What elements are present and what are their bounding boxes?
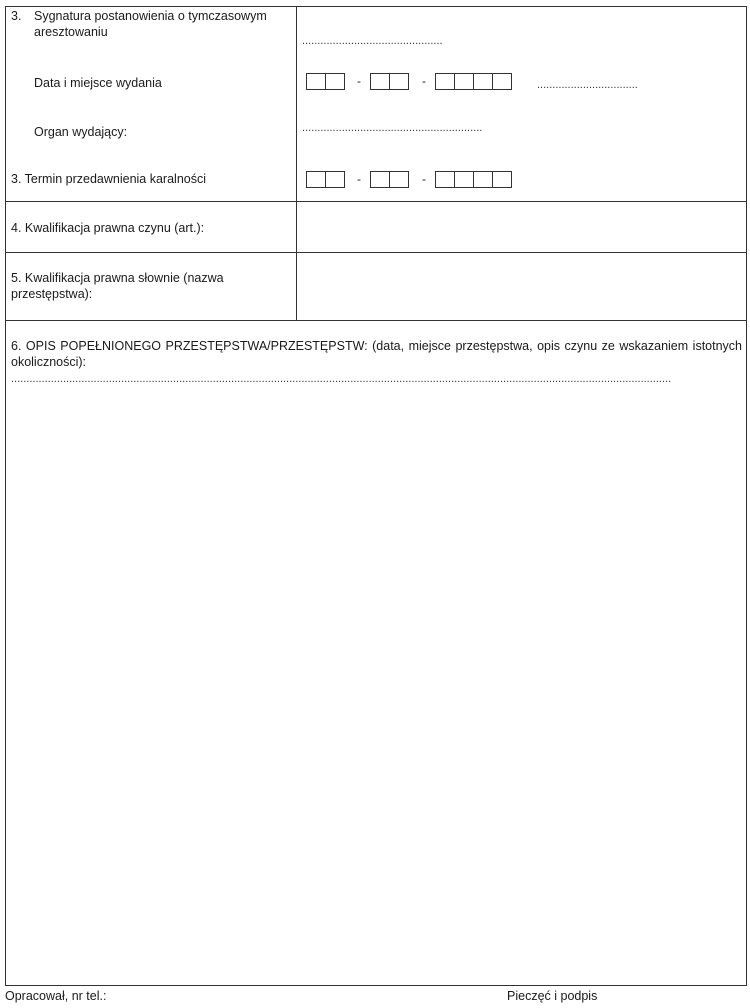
digit-box[interactable]: [325, 73, 345, 90]
digit-box[interactable]: [473, 73, 493, 90]
offence-name-label: 5. Kwalifikacja prawna słownie (nazwa przestępstwa):: [11, 271, 224, 301]
signature-label: Sygnatura postanowienia o tymczasowym aresztowaniu: [34, 9, 267, 39]
date-separator: -: [422, 172, 426, 186]
section3-number: 3.: [11, 9, 22, 23]
date-separator: -: [357, 172, 361, 186]
offence-description-label: 6. OPIS POPEŁNIONEGO PRZESTĘPSTWA/PRZESTĘPSTW: (data, miejsce przestępstwa, opis czynu ze wskazaniem istotnych okoliczności):: [11, 339, 742, 369]
issuing-authority-label: Organ wydający:: [34, 125, 128, 139]
limitation-term-label: 3. Termin przedawnienia karalności: [11, 172, 207, 186]
digit-box[interactable]: [389, 171, 409, 188]
offence-name-field[interactable]: [297, 253, 746, 320]
row-divider: [6, 320, 746, 321]
term-day-boxes[interactable]: [306, 171, 344, 188]
digit-box[interactable]: [370, 171, 390, 188]
issue-year-boxes[interactable]: [435, 73, 511, 90]
digit-box[interactable]: [435, 73, 455, 90]
digit-box[interactable]: [454, 73, 474, 90]
date-separator: -: [357, 74, 361, 88]
date-separator: -: [422, 74, 426, 88]
prepared-by-label: Opracował, nr tel.:: [5, 989, 107, 1003]
issue-day-boxes[interactable]: [306, 73, 344, 90]
issuing-authority-field[interactable]: ...........................................................: [302, 122, 483, 134]
digit-box[interactable]: [306, 171, 326, 188]
digit-box[interactable]: [435, 171, 455, 188]
term-year-boxes[interactable]: [435, 171, 511, 188]
issue-date-place-label: Data i miejsce wydania: [34, 76, 162, 90]
digit-box[interactable]: [306, 73, 326, 90]
offence-description-field[interactable]: ........................................................................................................................................................................................................................: [11, 373, 672, 385]
form-table: [5, 6, 747, 986]
digit-box[interactable]: [325, 171, 345, 188]
digit-box[interactable]: [473, 171, 493, 188]
term-month-boxes[interactable]: [370, 171, 408, 188]
digit-box[interactable]: [492, 73, 512, 90]
issue-month-boxes[interactable]: [370, 73, 408, 90]
digit-box[interactable]: [370, 73, 390, 90]
digit-box[interactable]: [492, 171, 512, 188]
issue-place-field[interactable]: .................................: [537, 79, 638, 91]
digit-box[interactable]: [389, 73, 409, 90]
legal-qualification-field[interactable]: [297, 202, 746, 252]
legal-qualification-label: 4. Kwalifikacja prawna czynu (art.):: [11, 221, 205, 235]
digit-box[interactable]: [454, 171, 474, 188]
signature-field[interactable]: ..............................................: [302, 35, 443, 47]
stamp-signature-label: Pieczęć i podpis: [507, 989, 598, 1003]
